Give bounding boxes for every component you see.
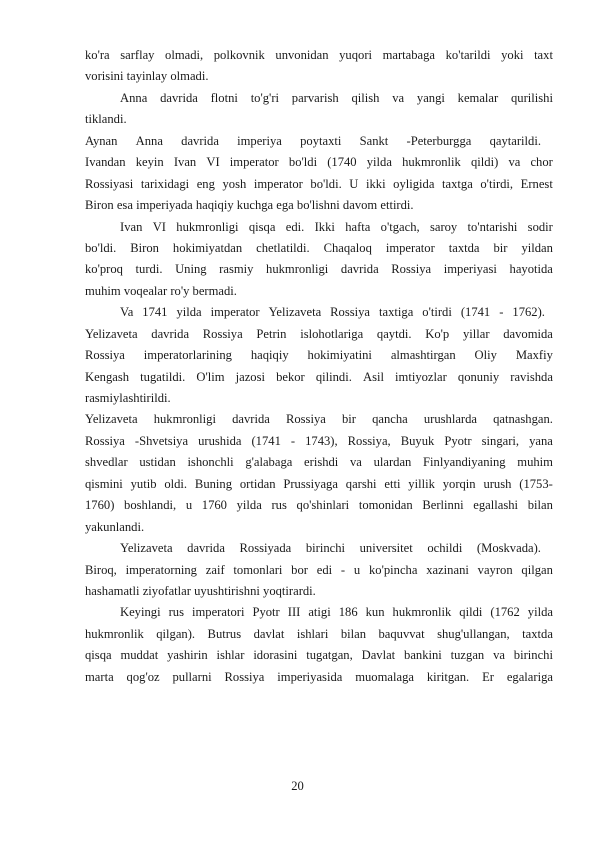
text-line: Aynan Anna davrida imperiya poytaxti Sankt -Peterburgga qaytarildi.: [85, 133, 541, 148]
text-line: 1760) boshlandi, u 1760 yilda rus qo'shinlari tomonidan Berlinni egallashi bilan: [85, 498, 553, 513]
text-line: Rossiya -Shvetsiya urushida (1741 - 1743), Rossiya, Buyuk Pyotr singari, yana: [85, 433, 553, 448]
text-line: Biroq, imperatorning zaif tomonlari bor edi - u ko'pincha xazinani vayron qilgan: [85, 562, 553, 577]
text-line: marta qog'oz pullarni Rossiya imperiyasida muomalaga kiritgan. Er egalariga: [85, 669, 553, 684]
text-line: Rossiyasi tarixidagi eng yosh imperator bo'ldi. U ikki oyligida taxtga o'tirdi, Ernest: [85, 176, 553, 191]
text-line: Biron esa imperiyada haqiqiy kuchga ega bo'lishni davom ettirdi.: [85, 198, 414, 213]
text-line: bo'ldi. Biron hokimiyatdan chetlatildi. Chaqaloq imperator taxtda bir yildan: [85, 240, 553, 255]
text-line: Yelizaveta davrida Rossiya Petrin islohotlariga qaytdi. Ko'p yillar davomida: [85, 326, 553, 341]
text-line: Keyingi rus imperatori Pyotr III atigi 186 kun hukmronlik qildi (1762 yilda: [120, 605, 553, 620]
text-line: ko'proq turdi. Uning rasmiy hukmronligi davrida Rossiya imperiyasi hayotida: [85, 262, 553, 277]
text-line: shvedlar ustidan ishonchli g'alabaga erishdi va ulardan Finlyandiyaning muhim: [85, 455, 553, 470]
text-line: muhim voqealar ro'y bermadi.: [85, 283, 237, 298]
text-line: ko'ra sarflay olmadi, polkovnik unvonidan yuqori martabaga ko'tarildi yoki taxt: [85, 48, 553, 62]
text-line: Ivan VI hukmronligi qisqa edi. Ikki hafta o'tgach, saroy to'ntarishi sodir: [120, 219, 553, 234]
text-line: Va 1741 yilda imperator Yelizaveta Rossiya taxtiga o'tirdi (1741 - 1762).: [120, 305, 545, 320]
text-line: tiklandi.: [85, 112, 127, 127]
document-page: [85, 45, 553, 688]
text-line: yakunlandi.: [85, 519, 145, 534]
page-number: 20: [291, 779, 304, 793]
text-line: Rossiya imperatorlarining haqiqiy hokimiyatini almashtirgan Oliy Maxfiy: [85, 348, 553, 363]
text-line: Anna davrida flotni to'g'ri parvarish qilish va yangi kemalar qurilishi: [120, 90, 553, 105]
text-line: hukmronlik qilgan). Butrus davlat ishlari bilan baquvvat shug'ullangan, taxtda: [85, 626, 553, 641]
text-line: Ivandan keyin Ivan VI imperator bo'ldi (1740 yilda hukmronlik qildi) va chor: [85, 155, 553, 170]
text-line: vorisini tayinlay olmadi.: [85, 69, 209, 84]
text-line: Yelizaveta hukmronligi davrida Rossiya bir qancha urushlarda qatnashgan.: [85, 412, 553, 427]
text-line: Yelizaveta davrida Rossiyada birinchi universitet ochildi (Moskvada).: [120, 541, 541, 556]
text-line: Kengash tugatildi. O'lim jazosi bekor qilindi. Asil imtiyozlar qonuniy ravishda: [85, 369, 553, 384]
text-line: rasmiylashtirildi.: [85, 391, 171, 405]
text-line: hashamatli ziyofatlar uyushtirishni yoqtirardi.: [85, 583, 316, 598]
text-line: qisqa muddat yashirin ishlar idorasini tugatgan, Davlat bankini tuzgan va birinchi: [85, 648, 553, 663]
text-line: qismini yutib oldi. Buning ortidan Prussiyaga qarshi etti yillik yorqin urush (1753-: [85, 476, 553, 491]
